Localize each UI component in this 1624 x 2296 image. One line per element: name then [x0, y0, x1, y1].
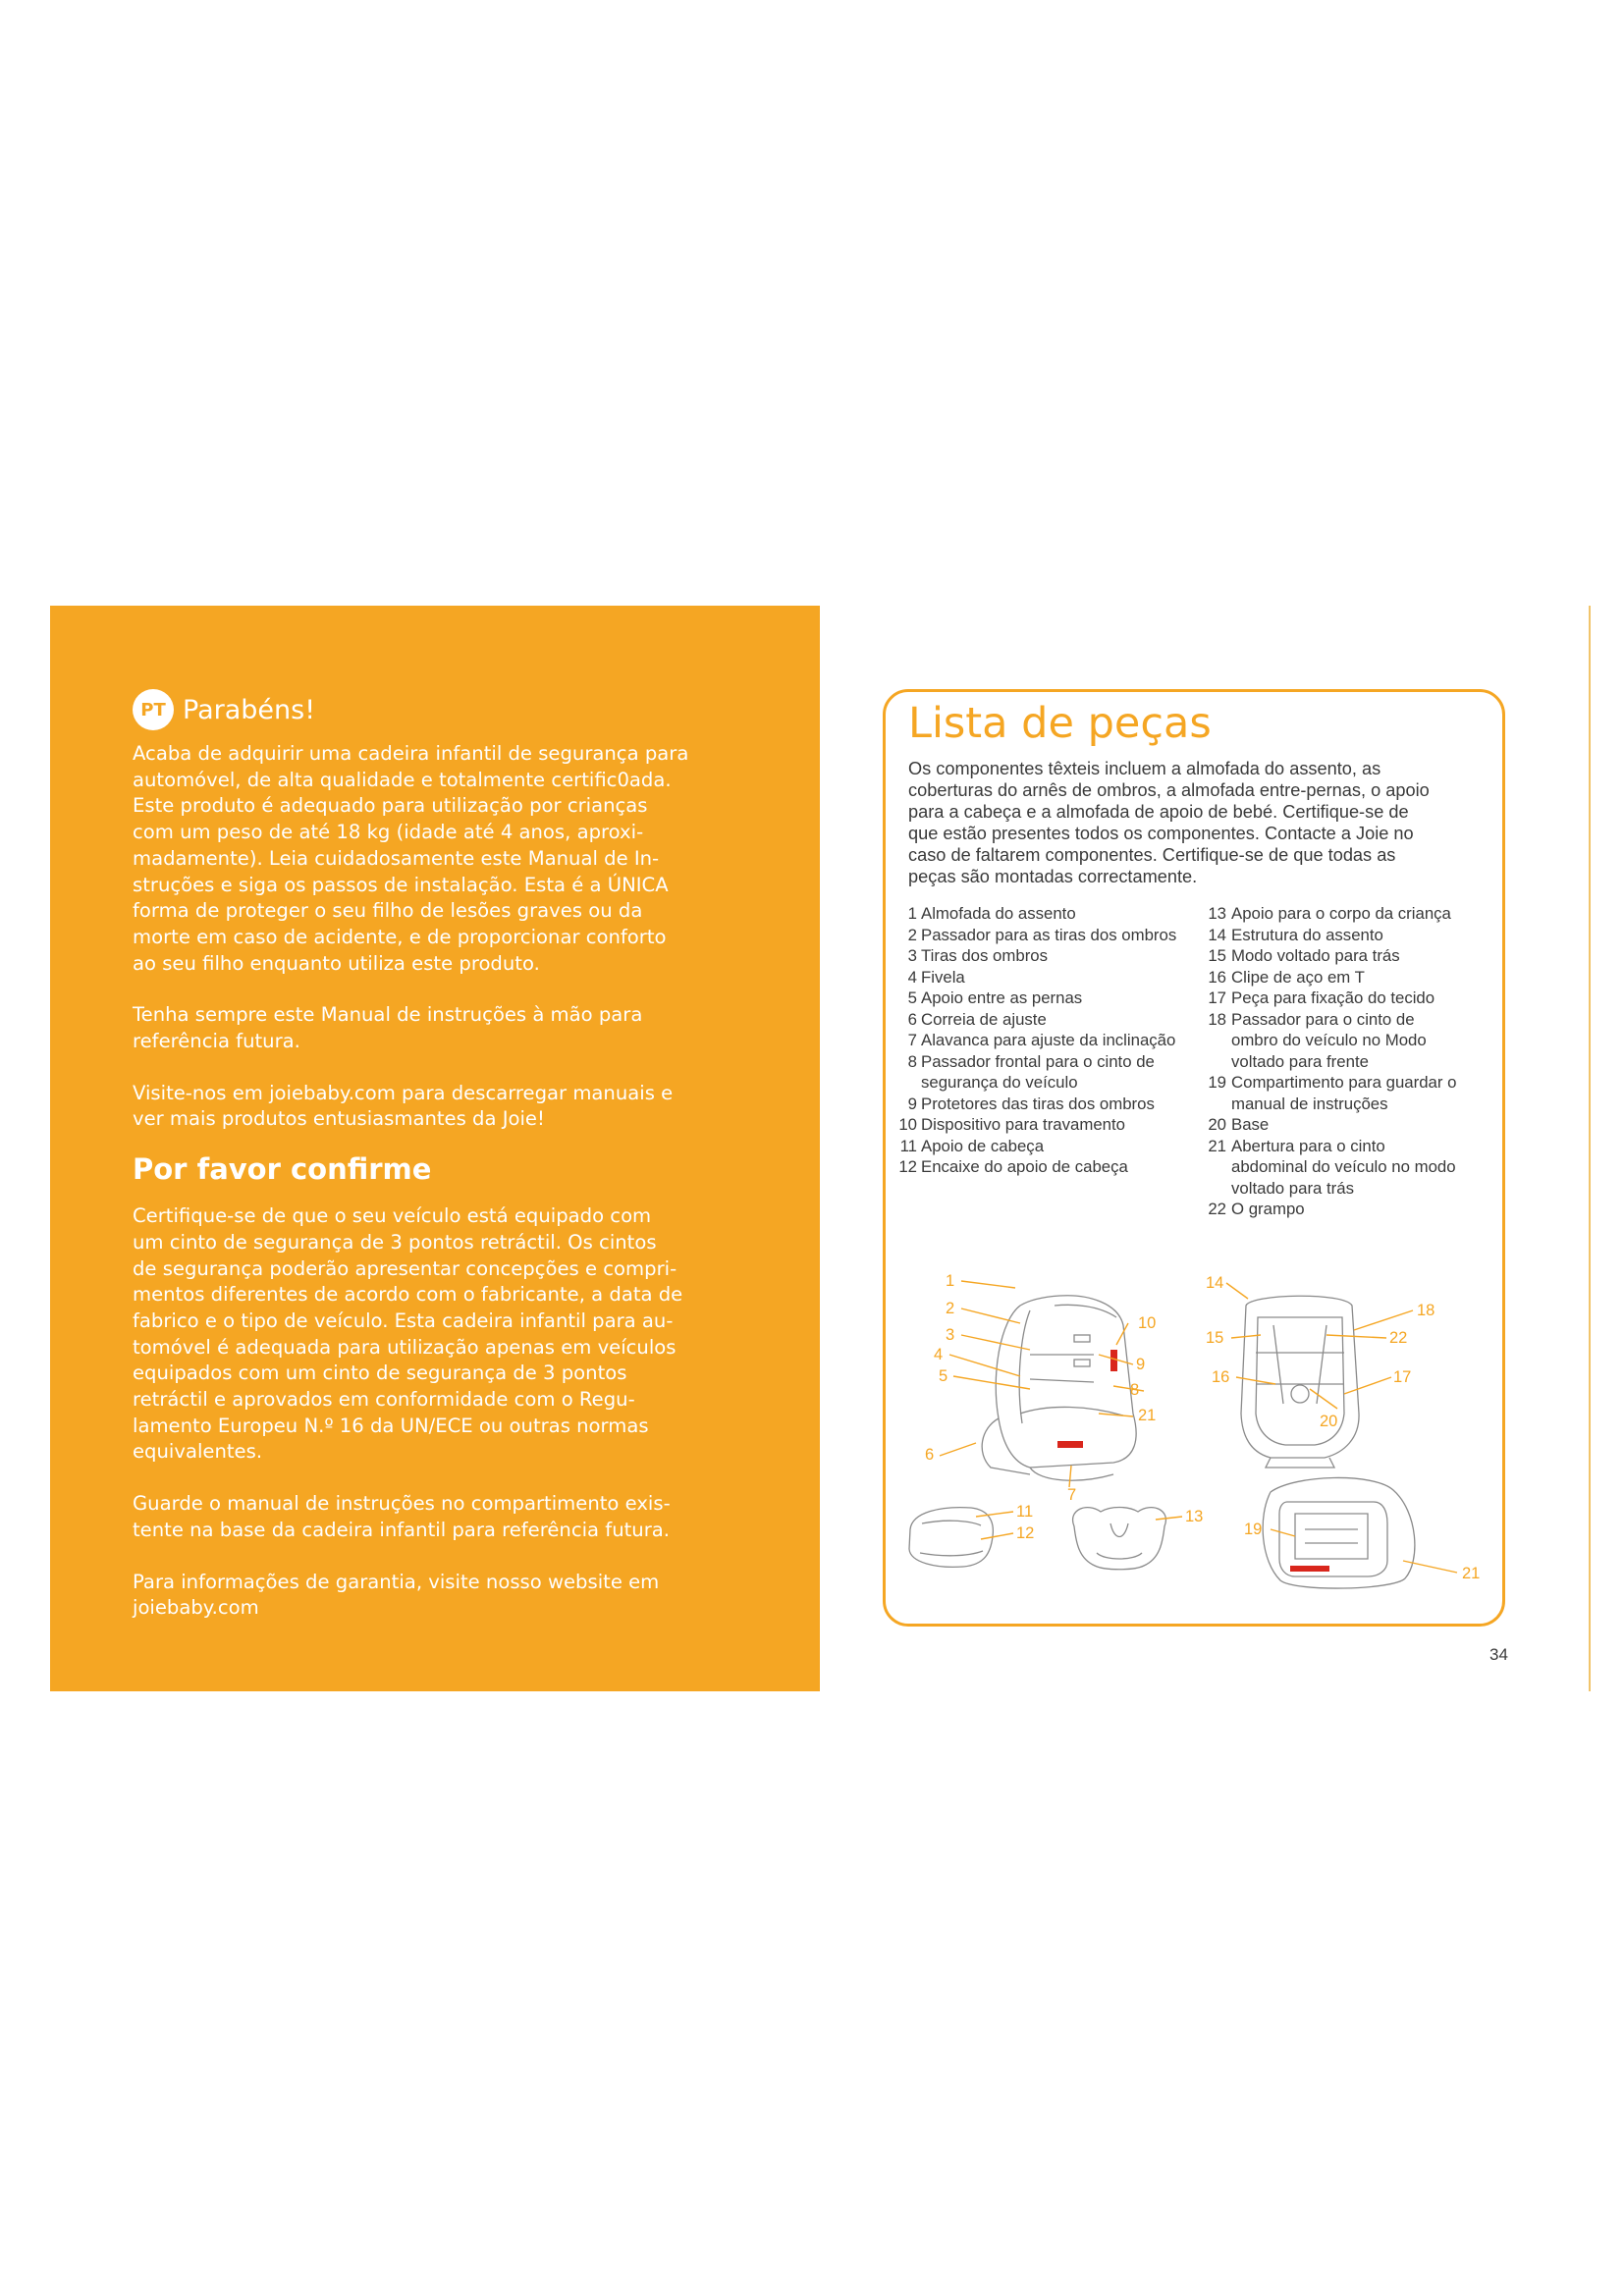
part-item: 1 Almofada do assento [907, 904, 1076, 923]
callout-label: 16 [1212, 1368, 1230, 1386]
callout-label: 13 [1185, 1508, 1204, 1525]
confirm-paragraph: Certifique-se de que o seu veículo está equipado com um cinto de segurança de 3 pontos retráctil. Os cintos de segurança poderão apresentar concepções e compri- mentos diferentes de acordo com o fabricante, a data de fabrico e o tipo de veículo. Esta cadeira infantil para au- tomóvel é adequada para utilização apenas em veículos equipados com um cinto de segurança de 3 pontos retráctil e aprovados em conformidade com o Regu- lamento Europeu N.º 16 da UN/ECE ou outras normas equivalentes. [133, 1204, 683, 1464]
part-item: 4 Fivela [907, 967, 965, 987]
intro-paragraph: Tenha sempre este Manual de instruções à mão para referência futura. [133, 1003, 643, 1053]
part-item: 15 Modo voltado para trás [1208, 946, 1400, 965]
part-item: 19 Compartimento para guardar o manual de instruções [1208, 1073, 1457, 1113]
callout-label: 22 [1389, 1329, 1408, 1347]
callout-label: 5 [939, 1367, 948, 1385]
callout-label: 6 [925, 1446, 935, 1464]
parts-list-left [897, 903, 1212, 1178]
part-item: 7 Alavanca para ajuste da inclinação [907, 1031, 1176, 1049]
parts-intro: Os componentes têxteis incluem a almofada do assento, as coberturas do arnês de ombros, a almofada entre-pernas, o apoio para a cabeça e a almofada de apoio de bebé. Certifique-se de que estão presentes todos os componentes. Contacte a Joie no caso de faltarem componentes. Certifique-se de que todas as peças são montadas correctamente. [908, 759, 1430, 886]
intro-paragraph: Acaba de adquirir uma cadeira infantil de segurança para automóvel, de alta qualidade e totalmente certific0ada. Este produto é adequado para utilização por crianças com um peso de até 18 kg (idade até 4 anos, aproxi- madamente). Leia cuidadosamente este Manual de In- struções e siga os passos de instalação. Esta é a ÚNICA forma de proteger o seu filho de lesões graves ou da morte em caso de acidente, e de proporcionar conforto ao seu filho enquanto utiliza este produto. [133, 742, 689, 975]
callout-label: 15 [1206, 1329, 1224, 1347]
belt-opening-mark [1290, 1566, 1329, 1572]
confirm-title: Por favor confirme [133, 1152, 432, 1187]
parts-title: Lista de peças [908, 699, 1212, 748]
callout-label: 1 [946, 1272, 955, 1290]
part-item: 5 Apoio entre as pernas [907, 988, 1083, 1007]
callout-label: 12 [1016, 1524, 1035, 1542]
callout-label: 19 [1244, 1521, 1263, 1538]
recline-lever-mark [1057, 1441, 1083, 1448]
part-item: 12 Encaixe do apoio de cabeça [898, 1157, 1128, 1176]
callout-label: 18 [1417, 1302, 1435, 1319]
callout-label: 21 [1138, 1407, 1157, 1424]
page-edge-line [1589, 606, 1591, 1691]
part-item: 17 Peça para fixação do tecido [1208, 988, 1435, 1007]
callout-label: 9 [1136, 1356, 1146, 1373]
callout-label: 10 [1138, 1314, 1157, 1332]
part-item: 6 Correia de ajuste [907, 1009, 1047, 1029]
seat-side-illustration [982, 1296, 1136, 1480]
part-item: 11 Apoio de cabeça [899, 1136, 1045, 1155]
part-item: 22 O grampo [1208, 1200, 1305, 1218]
part-item: 8 Passador frontal para o cinto de segurança do veículo [907, 1051, 1155, 1092]
page-number: 34 [1489, 1645, 1508, 1664]
diagram-red-accents [1057, 1350, 1329, 1572]
part-item: 18 Passador para o cinto de ombro do veículo no Modo voltado para frente [1208, 1009, 1427, 1071]
intro-paragraph: Visite-nos em joiebaby.com para descarregar manuais e ver mais produtos entusiasmantes da Joie! [133, 1081, 674, 1131]
callout-label: 21 [1462, 1565, 1481, 1582]
callout-label: 11 [1016, 1503, 1034, 1521]
intro-heading [133, 690, 761, 729]
callout-label: 7 [1067, 1486, 1077, 1504]
confirm-paragraph: Guarde o manual de instruções no compartimento exis- tente na base da cadeira infantil para referência futura. [133, 1492, 671, 1541]
intro-section [133, 690, 761, 1622]
callout-label: 3 [946, 1326, 955, 1344]
lock-device-mark [1110, 1350, 1117, 1371]
intro-title: Parabéns! [183, 694, 316, 725]
body-support-illustration [1073, 1508, 1166, 1570]
callout-label: 20 [1320, 1413, 1338, 1430]
part-item: 3 Tiras dos ombros [907, 946, 1049, 965]
confirm-paragraph: Para informações de garantia, visite nosso website em joiebaby.com [133, 1570, 660, 1620]
part-item: 9 Protetores das tiras dos ombros [907, 1094, 1155, 1113]
parts-diagram [883, 1266, 1505, 1620]
part-item: 14 Estrutura do assento [1208, 925, 1383, 944]
part-item: 2 Passador para as tiras dos ombros [907, 925, 1177, 944]
part-item: 20 Base [1208, 1115, 1270, 1134]
callout-label: 2 [946, 1300, 955, 1317]
part-item: 21 Abertura para o cinto abdominal do veículo no modo voltado para trás [1208, 1136, 1456, 1198]
part-item: 13 Apoio para o corpo da criança [1208, 904, 1451, 923]
callout-label: 14 [1206, 1274, 1224, 1292]
callout-label: 4 [934, 1346, 944, 1363]
parts-list-right [1206, 903, 1500, 1220]
language-badge: PT [133, 689, 174, 730]
part-item: 16 Clipe de aço em T [1208, 967, 1365, 987]
callout-label: 8 [1130, 1381, 1140, 1399]
callout-label: 17 [1393, 1368, 1412, 1386]
diagram-callouts [925, 1272, 1480, 1582]
part-item: 10 Dispositivo para travamento [898, 1115, 1125, 1134]
